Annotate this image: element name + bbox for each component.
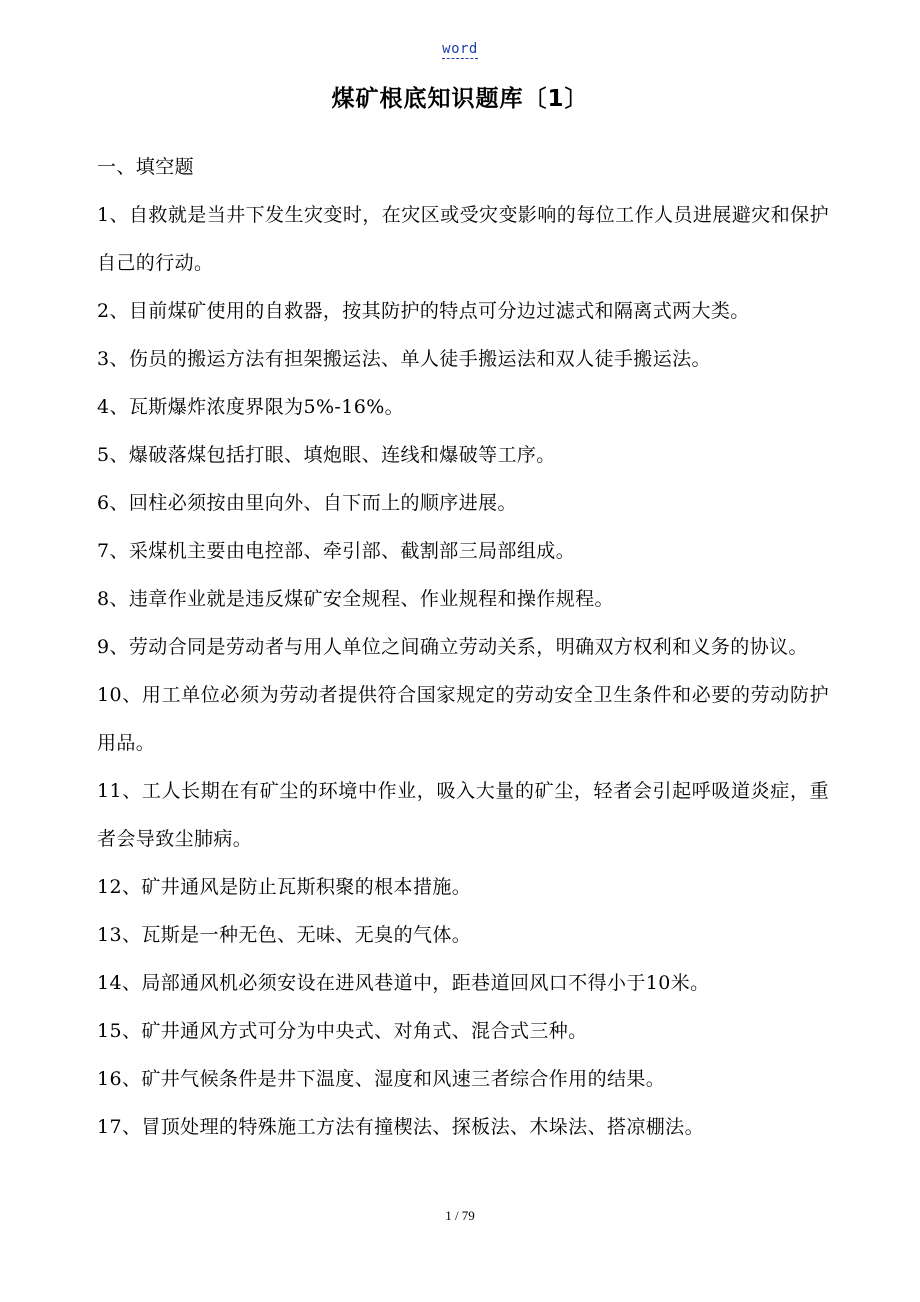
section-heading: 一、填空题 [97,156,195,178]
question-item: 1、自救就是当井下发生灾变时，在灾区或受灾变影响的每位工作人员进展避灾和保护自己的行动。 [97,204,829,274]
question-item: 10、用工单位必须为劳动者提供符合国家规定的劳动安全卫生条件和必要的劳动防护用品。 [97,684,829,754]
question-item: 7、采煤机主要由电控部、牵引部、截割部三局部组成。 [97,540,576,562]
document-title: 煤矿根底知识题库〔1〕 [331,86,589,112]
question-item: 14、局部通风机必须安设在进风巷道中，距巷道回风口不得小于10米。 [97,972,710,994]
document-body [97,143,829,1151]
question-item: 5、爆破落煤包括打眼、填炮眼、连线和爆破等工序。 [97,444,556,466]
question-item: 16、矿井气候条件是井下温度、湿度和风速三者综合作用的结果。 [97,1068,666,1090]
question-item: 4、瓦斯爆炸浓度界限为5%-16%。 [97,396,405,418]
question-item: 8、违章作业就是违反煤矿安全规程、作业规程和操作规程。 [97,588,614,610]
header-word-link[interactable]: word [442,41,478,57]
question-item: 9、劳动合同是劳动者与用人单位之间确立劳动关系，明确双方权利和义务的协议。 [97,636,808,658]
question-item: 17、冒顶处理的特殊施工方法有撞楔法、探板法、木垛法、搭凉棚法。 [97,1116,704,1138]
page-number: 1 / 79 [445,1208,475,1223]
question-item: 12、矿井通风是防止瓦斯积聚的根本措施。 [97,876,472,898]
page-header [0,41,920,57]
question-item: 3、伤员的搬运方法有担架搬运法、单人徒手搬运法和双人徒手搬运法。 [97,348,711,370]
question-item: 6、回柱必须按由里向外、自下而上的顺序进展。 [97,492,517,514]
question-item: 11、工人长期在有矿尘的环境中作业，吸入大量的矿尘，轻者会引起呼吸道炎症，重者会导致尘肺病。 [97,780,829,850]
question-item: 13、瓦斯是一种无色、无味、无臭的气体。 [97,924,472,946]
question-item: 15、矿井通风方式可分为中央式、对角式、混合式三种。 [97,1020,588,1042]
question-item: 2、目前煤矿使用的自救器，按其防护的特点可分边过滤式和隔离式两大类。 [97,300,750,322]
